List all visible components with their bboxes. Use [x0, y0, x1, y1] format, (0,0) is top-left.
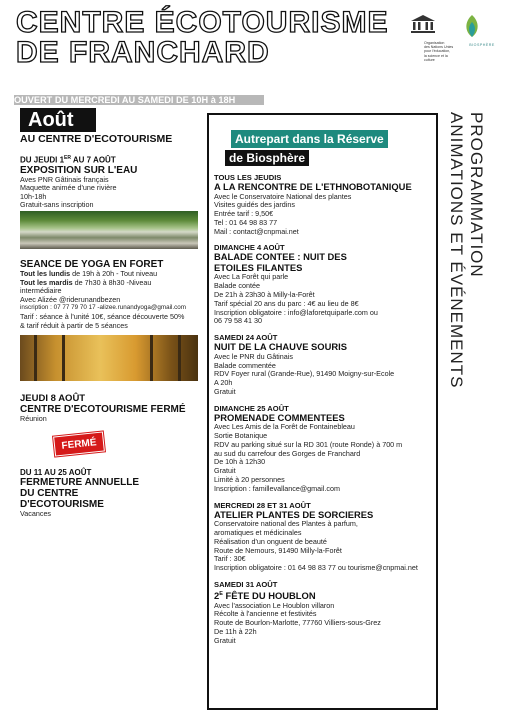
event-line: Visites guidés des jardins [214, 200, 295, 210]
event-closed-day [20, 393, 198, 424]
event-line: Avec l'association Le Houblon villaron [214, 600, 335, 610]
event-line: Conservatoire national des Plantes à parfum, [214, 519, 358, 529]
event-date: DU JEUDI 1ER AU 7 AOÛT [20, 155, 116, 165]
event-line: Gratuit [214, 466, 236, 476]
event-line: 10h-18h [20, 191, 47, 201]
event-line: Route de Bourlon-Marlotte, 77760 Villiers-sous-Grez [214, 618, 381, 628]
event-line: Réalisation d'un onguent de beauté [214, 536, 327, 546]
event-date: SAMEDI 31 AOÛT [214, 579, 278, 589]
right-column-box [207, 113, 438, 710]
event-line: Réunion [20, 414, 47, 424]
event-line: Récolte à l'ancienne et festivités [214, 609, 317, 619]
event-line: Tarif : séance à l'unité 10€, séance découverte 50% [20, 312, 185, 321]
event-line: Balade contée [214, 281, 260, 291]
event-chauve-souris [214, 333, 434, 396]
event-line: Limité à 20 personnes [214, 475, 285, 485]
event-line: Avec le PNR du Gâtinais [214, 351, 293, 361]
ferme-sign: FERMÉ [53, 431, 105, 456]
reserve-header-line-1: Autrepart dans la Réserve [231, 130, 388, 148]
event-title: ETOILES FILANTES [214, 261, 303, 273]
event-title: D'ECOTOURISME [20, 498, 104, 510]
event-line: De 21h à 23h30 à Milly-la-Forêt [214, 290, 315, 300]
vertical-heading [440, 112, 500, 432]
reserve-events [214, 173, 434, 653]
event-line: Inscription obligatoire : info@laforetquiparle.com ou [214, 307, 378, 317]
event-title: EXPOSITION SUR L'EAU [20, 164, 138, 176]
event-line: A 20h [214, 378, 233, 388]
event-balade-contee [214, 243, 434, 326]
event-title: A LA RENCONTRE DE L'ETHNOBOTANIQUE [214, 181, 412, 192]
event-date: DIMANCHE 25 AOÛT [214, 403, 289, 413]
event-date: MERCREDI 28 ET 31 AOÛT [214, 500, 311, 510]
event-exposition [20, 155, 198, 249]
event-date: DIMANCHE 4 AOÛT [214, 243, 285, 253]
event-line: Sortie Botanique [214, 431, 268, 441]
title-line-1: CENTRE ÉCOTOURISME [16, 6, 389, 39]
event-title: SEANCE DE YOGA EN FORET [20, 259, 164, 271]
event-title: PROMENADE COMMENTEES [214, 411, 345, 423]
event-title: CENTRE D'ECOTOURISME FERMÉ [20, 404, 186, 416]
event-line: Tarif spécial 20 ans du parc : 4€ au lieu de 8€ [214, 298, 359, 308]
left-subtitle: AU CENTRE D'ECOTOURISME [20, 133, 173, 145]
event-line: au sud du carrefour des Gorges de Franchard [214, 448, 361, 458]
event-atelier-sorcieres [214, 501, 434, 573]
event-line: Tout les mardis de 7h30 à 8h30 -Niveau [20, 277, 152, 287]
event-line: Tout les lundis de 19h à 20h - Tout niveau [20, 269, 158, 279]
event-line: De 10h à 12h30 [214, 457, 266, 467]
event-fete-houblon [214, 580, 434, 646]
event-line: Mail : contact@cnpmai.net [214, 226, 299, 236]
event-date: JEUDI 8 AOÛT [20, 393, 86, 405]
event-line: Avec La Forêt qui parle [214, 272, 289, 282]
event-line: Avec le Conservatoire National des plantes [214, 191, 352, 201]
event-title: NUIT DE LA CHAUVE SOURIS [214, 341, 347, 353]
event-line: Entrée tarif : 9,50€ [214, 209, 274, 219]
river-photo [20, 211, 198, 249]
opening-hours-bar [14, 95, 264, 105]
month-heading: Août [20, 108, 96, 132]
unesco-logo [410, 14, 458, 62]
event-promenade [214, 404, 434, 494]
event-line: Gratuit-sans inscription [20, 200, 94, 210]
event-line: Balade commentée [214, 360, 276, 370]
event-line: Avec Les Amis de la Forêt de Fontainebleau [214, 422, 355, 432]
event-line: De 11h à 22h [214, 626, 257, 636]
event-line: Avec Alizée @riderunandbezen [20, 294, 121, 304]
event-title: DU CENTRE [20, 487, 79, 499]
event-line: Vacances [20, 508, 52, 518]
title-line-2: DE FRANCHARD [16, 36, 270, 69]
event-line: 06 79 58 41 30 [214, 316, 262, 326]
event-line: RDV au parking situé sur la RD 301 (route Ronde) à 700 m [214, 439, 403, 449]
event-yoga [20, 259, 198, 381]
biosphere-leaf-icon [462, 14, 482, 38]
left-column [20, 108, 198, 518]
unesco-text: Organisation des Nations Unies pour l'éducation, la science et la culture [424, 41, 454, 62]
event-line: RDV Foyer rural (Grande-Rue), 91490 Moigny-sur-Ecole [214, 369, 395, 379]
event-ethnobotanique [214, 173, 434, 236]
event-line: Gratuit [214, 635, 236, 645]
event-line: Gratuit [214, 386, 236, 396]
event-date: DU 11 AU 25 AOÛT [20, 467, 92, 477]
event-date: TOUS LES JEUDIS [214, 173, 282, 182]
event-annual-closure [20, 468, 198, 519]
event-title: $2^E$ FÊTE DU HOUBLON [214, 590, 316, 602]
biosphere-text: BIOSPHÈRE [469, 43, 495, 47]
event-title: FERMETURE ANNUELLE [20, 476, 140, 488]
event-title: ATELIER PLANTES DE SORCIERES [214, 508, 374, 520]
reserve-header-line-2: de Biosphère [225, 150, 309, 166]
event-line: & tarif réduit à partir de 5 séances [20, 320, 128, 330]
event-line: intermédiaire [20, 286, 62, 296]
event-line: aromatiques et médicinales [214, 527, 302, 537]
event-line: Aves PNR Gâtinais français [20, 174, 109, 184]
event-line: Route de Nemours, 91490 Milly-la-Forêt [214, 545, 342, 555]
event-line: Inscription obligatoire : 01 64 98 83 77 ou tourisme@cnpmai.net [214, 563, 418, 573]
vertical-programmation: PROGRAMMATION [467, 112, 486, 278]
vertical-animations: ANIMATIONS ET ÉVÉNEMENTS [447, 112, 466, 389]
event-line: Inscription : famillevallance@gmail.com [214, 483, 340, 493]
page-title [16, 8, 396, 68]
unesco-temple-icon [410, 14, 436, 34]
event-line: Maquette animée d'une rivière [20, 183, 117, 193]
event-title: BALADE CONTEE : NUIT DES [214, 251, 347, 263]
event-line: inscription : 07 77 79 70 17 -alizee.runandyoga@gmail.com [20, 304, 187, 312]
event-line: Tel : 01 64 98 83 77 [214, 217, 278, 227]
opening-hours-text: OUVERT DU MERCREDI AU SAMEDI DE 10H à 18H [14, 95, 236, 105]
biosphere-logo [462, 14, 502, 47]
event-line: Tarif : 30€ [214, 554, 246, 564]
event-date: SAMEDI 24 AOÛT [214, 333, 278, 343]
yoga-photo [20, 335, 198, 381]
